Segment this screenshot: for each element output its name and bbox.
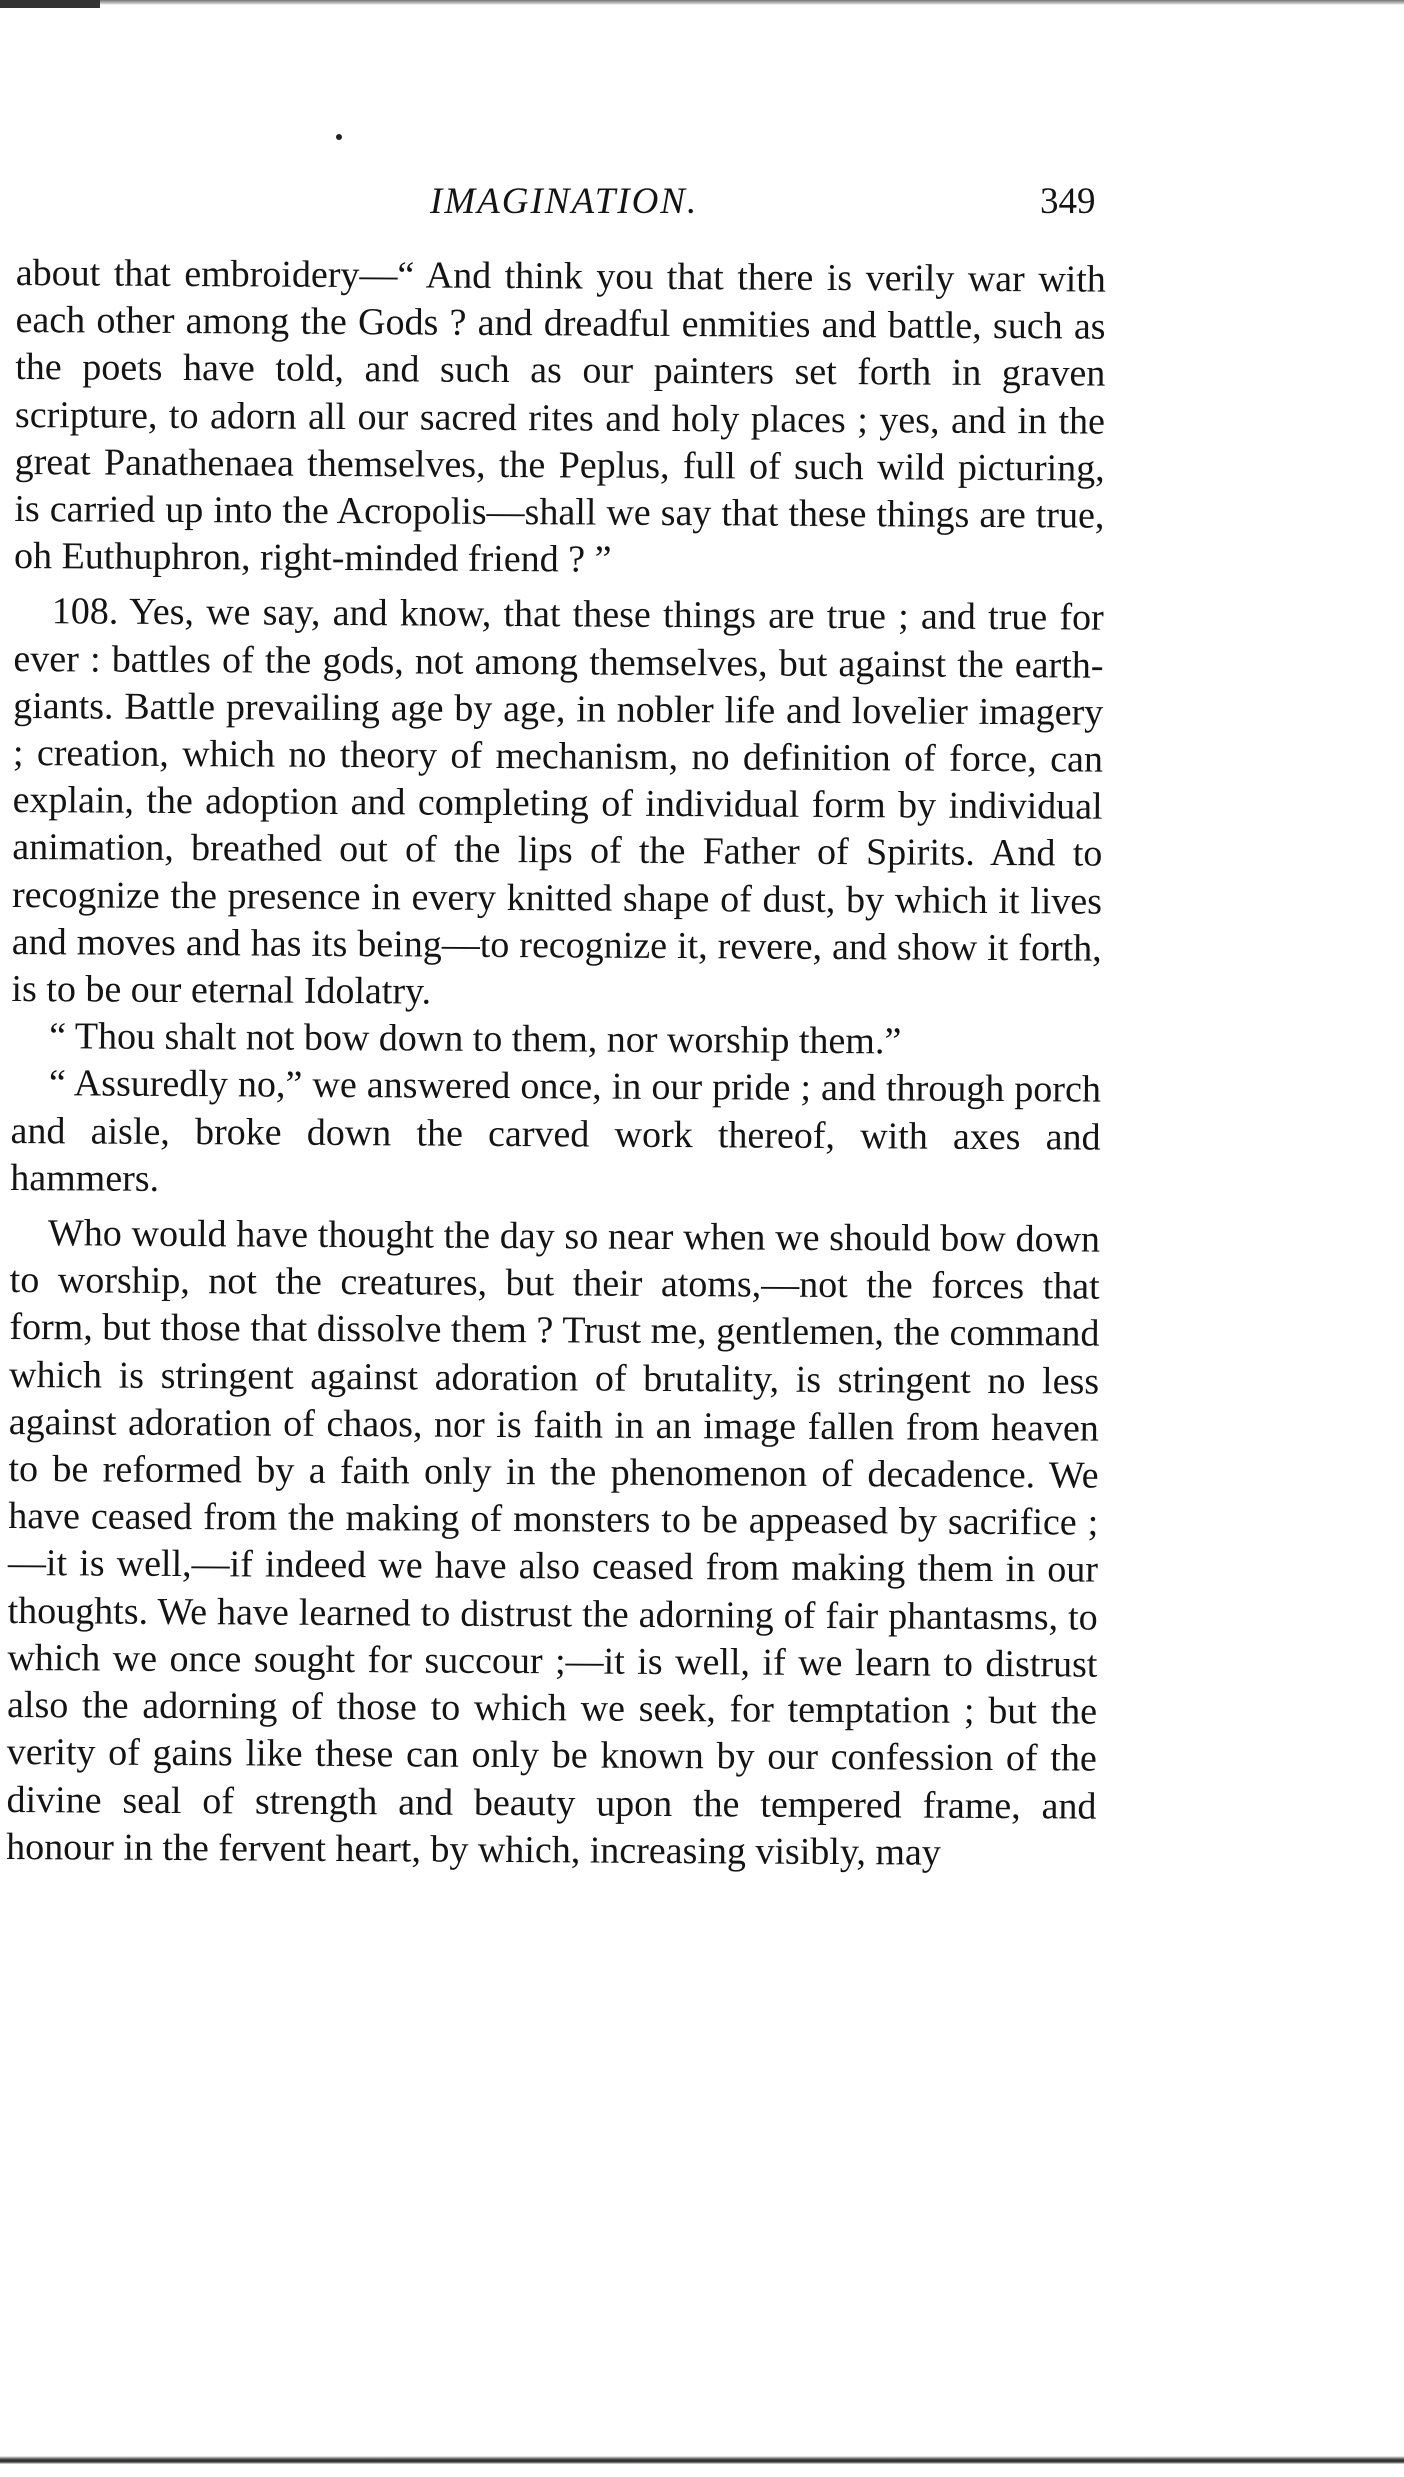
- body-text: [6, 250, 1106, 1878]
- page-number: 349: [1040, 181, 1096, 222]
- paragraph-continuation: about that embroidery—“ And think you that there is verily war with each other among the Gods ? and dreadful enmities and battle, such as the poets have told, and such as our painters set forth in graven scripture, to adorn all our sacred rites and holy places ; yes, and in the great Panathenaea themselves, the Peplus, full of such wild picturing, is carried up into the Acropolis—shall we say that these things are true, oh Euthuphron, right-minded friend ? ”: [14, 251, 1106, 581]
- bottom-page-edge: [0, 2456, 1404, 2464]
- paragraph-atoms: Who would have thought the day so near when we should bow down to worship, not the creatures, but their atoms,—not the forces that form, but those that dissolve them ? Trust me, gentlemen, the command which is stringent against adoration of brutality, is stringent no less against adoration of chaos, nor is faith in an image fallen from heaven to be reformed by a faith only in the phenomenon of decadence. We have ceased from the making of monsters to be appeased by sacrifice ;—it is well,—if indeed we have also ceased from making them in our thoughts. We have learned to distrust the adorning of fair phantasms, to which we once sought for succour ;—it is well, if we learn to distrust also the adorning of those to which we seek, for temptation ; but the verity of gains like these can only be known by our confession of the divine seal of strength and beauty upon the tempered frame, and honour in the fervent heart, by which, increasing visibly, may: [6, 1212, 1101, 1874]
- top-page-edge: [0, 0, 1404, 5]
- paragraph-108: 108. Yes, we say, and know, that these things are true ; and true for ever : battles of the gods, not among themselves, but against the earth-giants. Battle prevailing age by age, in nobler life and lovelier imagery ; creation, which no theory of mechanism, no definition of force, can explain, the adoption and completing of individual form by individual animation, breathed out of the lips of the Father of Spirits. And to recognize the presence in every knitted shape of dust, by which it lives and moves and has its being—to recognize it, revere, and show it forth, is to be our eternal Idolatry.: [11, 590, 1104, 1013]
- running-title: IMAGINATION.: [430, 181, 699, 222]
- paragraph-quote-commandment: “ Thou shalt not bow down to them, nor worship them.”: [49, 1015, 902, 1063]
- top-edge-mark: [0, 0, 100, 8]
- ink-speck: [336, 134, 342, 140]
- running-head: [0, 172, 1404, 232]
- paragraph-answer: “ Assuredly no,” we answered once, in our pride ; and through porch and aisle, broke down the carved work thereof, with axes and hammers.: [10, 1062, 1102, 1200]
